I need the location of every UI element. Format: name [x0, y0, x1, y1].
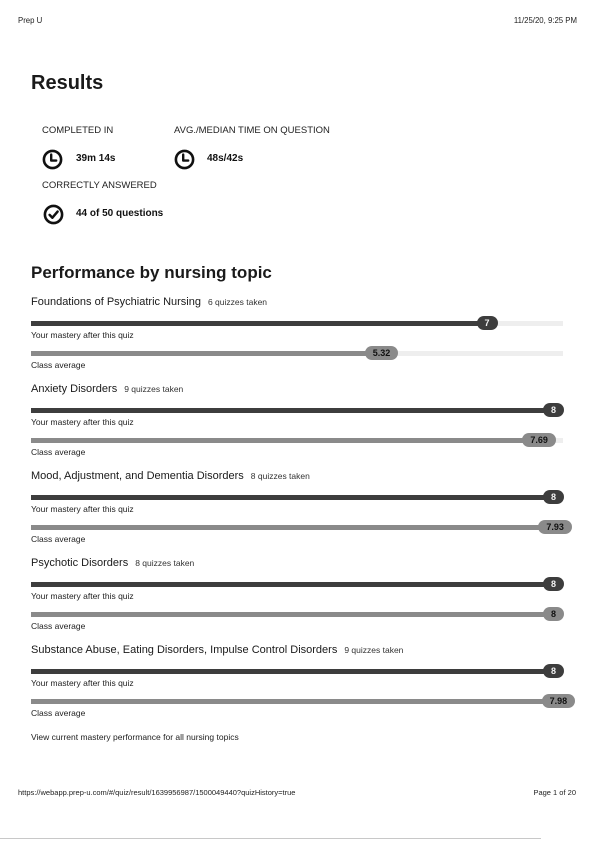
clock-icon	[174, 149, 195, 170]
mastery-bar	[31, 577, 563, 591]
mastery-bar	[31, 403, 563, 417]
class-average-bar-fill	[31, 699, 562, 704]
topic-name: Foundations of Psychiatric Nursing	[31, 296, 201, 308]
class-average-label: Class average	[31, 621, 86, 631]
quizzes-taken: 9 quizzes taken	[124, 384, 184, 394]
class-average-label: Class average	[31, 708, 86, 718]
class-average-bar-fill	[31, 612, 563, 617]
topic-title-row	[31, 642, 403, 656]
mastery-score-badge: 7	[477, 316, 498, 330]
topic-name: Anxiety Disorders	[31, 383, 118, 395]
class-average-bar-track	[31, 438, 563, 443]
page-bottom-rule	[0, 838, 541, 839]
topic-title-row	[31, 381, 183, 395]
mastery-bar-label: Your mastery after this quiz	[31, 678, 134, 688]
topic-mood-adjustment-dementia-disorders	[31, 468, 577, 555]
mastery-score-badge: 8	[543, 490, 564, 504]
print-header-site-name: Prep U	[18, 16, 43, 25]
mastery-score-badge: 8	[543, 577, 564, 591]
class-average-bar	[31, 433, 563, 447]
class-average-label: Class average	[31, 447, 86, 457]
avg-median-time-value: 48s/42s	[207, 153, 244, 164]
mastery-bar-fill	[31, 495, 563, 500]
mastery-bar-track	[31, 669, 563, 674]
mastery-bar-track	[31, 408, 563, 413]
class-average-bar	[31, 520, 563, 534]
mastery-bar	[31, 664, 563, 678]
quizzes-taken: 8 quizzes taken	[250, 471, 310, 481]
class-average-badge: 5.32	[365, 346, 399, 360]
mastery-bar-fill	[31, 669, 563, 674]
class-average-badge: 7.93	[538, 520, 572, 534]
print-header-datetime: 11/25/20, 9:25 PM	[513, 16, 577, 25]
mastery-bar	[31, 316, 563, 330]
topic-name: Mood, Adjustment, and Dementia Disorders	[31, 470, 244, 482]
topic-title-row	[31, 294, 267, 308]
class-average-bar-fill	[31, 351, 385, 356]
clock-icon	[42, 149, 63, 170]
mastery-bar-fill	[31, 582, 563, 587]
mastery-bar-fill	[31, 321, 497, 326]
topic-list	[31, 294, 577, 729]
quizzes-taken: 9 quizzes taken	[344, 645, 404, 655]
mastery-score-badge: 8	[543, 403, 564, 417]
results-title: Results	[31, 72, 104, 94]
footer-page-url: https://webapp.prep-u.com/#/quiz/result/1639956987/1500049440?quizHistory=true	[18, 788, 296, 797]
topic-title-row	[31, 555, 194, 569]
topic-anxiety-disorders	[31, 381, 577, 468]
class-average-badge: 8	[543, 607, 564, 621]
footer-page-number: Page 1 of 20	[533, 788, 576, 797]
mastery-bar	[31, 490, 563, 504]
topic-substance-abuse-eating-impulse-control-disorders	[31, 642, 577, 729]
class-average-label: Class average	[31, 360, 86, 370]
topic-psychotic-disorders	[31, 555, 577, 642]
class-average-bar-fill	[31, 438, 542, 443]
performance-title: Performance by nursing topic	[31, 263, 272, 282]
class-average-bar	[31, 607, 563, 621]
mastery-bar-track	[31, 495, 563, 500]
quizzes-taken: 8 quizzes taken	[135, 558, 195, 568]
view-all-topics-mastery-link[interactable]: View current mastery performance for all nursing topics	[31, 732, 239, 742]
mastery-bar-label: Your mastery after this quiz	[31, 504, 134, 514]
mastery-bar-label: Your mastery after this quiz	[31, 330, 134, 340]
completed-in-label: COMPLETED IN	[42, 125, 114, 136]
quizzes-taken: 6 quizzes taken	[207, 297, 268, 307]
class-average-bar	[31, 346, 563, 360]
avg-median-time-label: AVG./MEDIAN TIME ON QUESTION	[174, 125, 330, 136]
class-average-bar-track	[31, 351, 563, 356]
mastery-bar-track	[31, 582, 563, 587]
mastery-bar-label: Your mastery after this quiz	[31, 591, 134, 601]
topic-name: Psychotic Disorders	[31, 557, 129, 569]
mastery-bar-label: Your mastery after this quiz	[31, 417, 134, 427]
topic-title-row	[31, 468, 310, 482]
class-average-label: Class average	[31, 534, 86, 544]
class-average-badge: 7.98	[542, 694, 576, 708]
class-average-bar-track	[31, 699, 563, 704]
correctly-answered-label: CORRECTLY ANSWERED	[42, 180, 157, 191]
class-average-bar-fill	[31, 525, 558, 530]
class-average-bar-track	[31, 612, 563, 617]
completed-in-value: 39m 14s	[76, 153, 116, 164]
topic-foundations-of-psychiatric-nursing	[31, 294, 577, 381]
topic-name: Substance Abuse, Eating Disorders, Impulse Control Disorders	[31, 644, 338, 656]
class-average-badge: 7.69	[522, 433, 556, 447]
check-circle-icon	[43, 204, 64, 225]
mastery-bar-fill	[31, 408, 563, 413]
class-average-bar	[31, 694, 568, 708]
correctly-answered-value: 44 of 50 questions	[76, 208, 164, 219]
mastery-score-badge: 8	[543, 664, 564, 678]
class-average-bar-track	[31, 525, 563, 530]
